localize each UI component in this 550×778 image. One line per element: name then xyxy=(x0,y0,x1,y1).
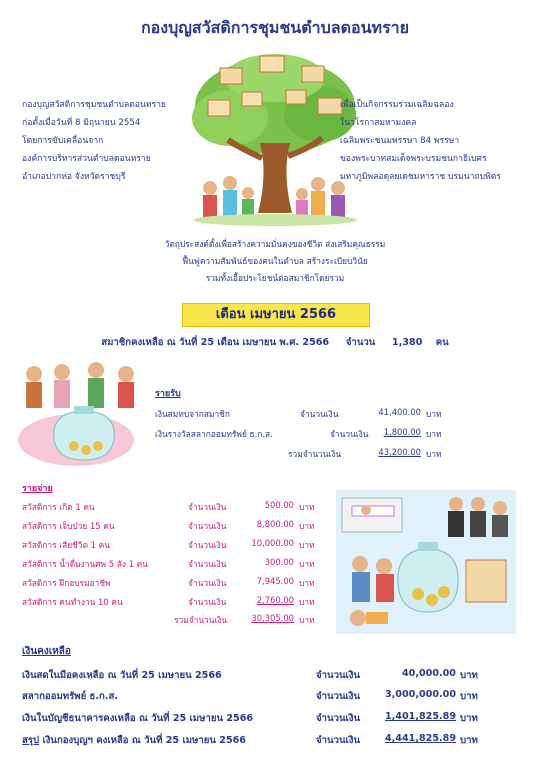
expense-row-label: สวัสดิการ เกิด 1 คน xyxy=(22,502,95,512)
income-amount-label: จำนวนเงิน xyxy=(300,409,339,419)
members-count: 1,380 xyxy=(392,337,423,348)
expense-total-label: รวมจำนวนเงิน xyxy=(174,615,228,625)
intro-right-line: เพื่อเป็นกิจกรรมร่วมเฉลิมฉลอง xyxy=(340,100,454,110)
tree-illustration xyxy=(190,48,360,228)
balance-heading: เงินคงเหลือ xyxy=(22,646,71,657)
intro-left-line: กองบุญสวัสดิการชุมชนตำบลดอนทราย xyxy=(22,100,166,110)
people-jar-illustration xyxy=(14,360,154,470)
expense-row-label: สวัสดิการ เสียชีวิต 1 คน xyxy=(22,540,110,550)
month-banner: เดือน เมษายน 2566 xyxy=(182,303,370,327)
intro-left-line: ก่อตั้งเมื่อวันที่ 8 มิถุนายน 2554 xyxy=(22,118,141,128)
income-row-label: เงินสมทบจากสมาชิก xyxy=(155,409,230,419)
balance-row-label: เงินสดในมือคงเหลือ ณ วันที่ 25 เมษายน 2566 xyxy=(22,670,222,681)
members-unit: คน xyxy=(435,337,449,348)
balance-amount: 40,000.00 xyxy=(401,668,456,679)
welfare-illustration xyxy=(336,490,516,634)
intro-right-line: ในวโรกาสมหามงคล xyxy=(340,118,417,128)
income-amount: 1,800.00 xyxy=(383,427,421,437)
purpose-line: รวมทั้งเอื้อประโยชน์ต่อสมาชิกโดยรวม xyxy=(205,273,345,283)
income-currency: บาท xyxy=(426,429,442,439)
balance-row-label: สลากออมทรัพย์ ธ.ก.ส. xyxy=(22,691,118,702)
balance-amount-label: จำนวนเงิน xyxy=(316,670,361,681)
expense-amount: 2,760.00 xyxy=(256,595,294,605)
balance-amount-label: จำนวนเงิน xyxy=(316,691,361,702)
expense-amount: 7,945.00 xyxy=(256,576,294,586)
expense-row-label: สวัสดิการ คนทำงาน 10 คน xyxy=(22,597,123,607)
balance-amount-label: จำนวนเงิน xyxy=(316,713,361,724)
purpose-line: ฟื้นฟูความสัมพันธ์ของคนในตำบล สร้างระเบียบวินัย xyxy=(182,256,368,266)
expense-amount-label: จำนวนเงิน xyxy=(188,521,227,531)
members-count-label: จำนวน xyxy=(345,337,376,348)
expense-amount-label: จำนวนเงิน xyxy=(188,502,227,512)
balance-currency: บาท xyxy=(460,691,478,702)
members-line xyxy=(0,335,550,350)
intro-left xyxy=(22,96,202,186)
expense-amount: 300.00 xyxy=(264,557,294,567)
expense-total: 30,305.00 xyxy=(251,613,294,623)
balance-currency: บาท xyxy=(460,735,478,746)
expense-amount-label: จำนวนเงิน xyxy=(188,597,227,607)
expense-amount-label: จำนวนเงิน xyxy=(188,578,227,588)
intro-left-line: องค์การบริหารส่วนตำบลดอนทราย xyxy=(22,154,151,164)
intro-right xyxy=(340,96,545,186)
expense-currency: บาท xyxy=(299,559,315,569)
expense-amount: 8,800.00 xyxy=(256,519,294,529)
income-total: 43,200.00 xyxy=(378,447,421,457)
expense-currency: บาท xyxy=(299,540,315,550)
members-text: สมาชิกคงเหลือ ณ วันที่ 25 เดือน เมษายน พ.ศ. 2566 xyxy=(101,337,330,348)
income-total-label: รวมจำนวนเงิน xyxy=(288,449,342,459)
expense-row-label: สวัสดิการ ฝึกอบรมอาชีพ xyxy=(22,578,111,588)
income-amount: 41,400.00 xyxy=(378,407,421,417)
expense-currency: บาท xyxy=(299,578,315,588)
balance-amount: 1,401,825.89 xyxy=(384,711,456,722)
page-title: กองบุญสวัสดิการชุมชนตำบลดอนทราย xyxy=(140,18,410,37)
balance-currency: บาท xyxy=(460,670,478,681)
purpose-block xyxy=(0,236,550,287)
expense-currency: บาท xyxy=(299,521,315,531)
balance-summary xyxy=(22,733,246,748)
purpose-line: วัตถุประสงค์ตั้งเพื่อสร้างความมั่นคงของชีวิต ส่งเสริมคุณธรรม xyxy=(164,239,386,249)
expense-amount-label: จำนวนเงิน xyxy=(188,540,227,550)
intro-right-line: มหาภูมิพลอดุลยเดชมหาราช บรมนาถบพิตร xyxy=(340,172,501,182)
expense-currency: บาท xyxy=(299,615,315,625)
balance-summary-label: เงินกองบุญฯ คงเหลือ ณ วันที่ 25 เมษายน 2566 xyxy=(42,735,246,746)
expense-currency: บาท xyxy=(299,502,315,512)
balance-row-label: เงินในบัญชีธนาคารคงเหลือ ณ วันที่ 25 เมษายน 2566 xyxy=(22,713,254,724)
balance-currency: บาท xyxy=(460,713,478,724)
income-row-label: เงินรางวัลสลากออมทรัพย์ ธ.ก.ส. xyxy=(155,429,273,439)
income-heading: รายรับ xyxy=(155,389,181,399)
expense-currency: บาท xyxy=(299,597,315,607)
expense-amount-label: จำนวนเงิน xyxy=(188,559,227,569)
intro-left-line: อำเภอปากท่อ จังหวัดราชบุรี xyxy=(22,172,126,182)
intro-left-line: โดยการขับเคลื่อนจาก xyxy=(22,136,104,146)
intro-right-line: เฉลิมพระชนมพรรษา 84 พรรษา xyxy=(340,136,460,146)
expense-amount: 500.00 xyxy=(264,500,294,510)
balance-amount-label: จำนวนเงิน xyxy=(316,735,361,746)
income-amount-label: จำนวนเงิน xyxy=(330,429,369,439)
expense-amount: 10,000.00 xyxy=(251,538,294,548)
balance-summary-amount: 4,441,825.89 xyxy=(384,733,456,744)
expense-row-label: สวัสดิการ เจ็บป่วย 15 คน xyxy=(22,521,115,531)
balance-amount: 3,000,000.00 xyxy=(384,689,456,700)
income-currency: บาท xyxy=(426,449,442,459)
expense-row-label: สวัสดิการ น้ำดื่มงานศพ 5 ลัง 1 คน xyxy=(22,559,148,569)
balance-summary-prefix: สรุป xyxy=(22,735,40,746)
income-currency: บาท xyxy=(426,409,442,419)
expense-heading: รายจ่าย xyxy=(22,484,53,494)
intro-right-line: ของพระบาทสมเด็จพระบรมชนกาธิเบศร xyxy=(340,154,487,164)
